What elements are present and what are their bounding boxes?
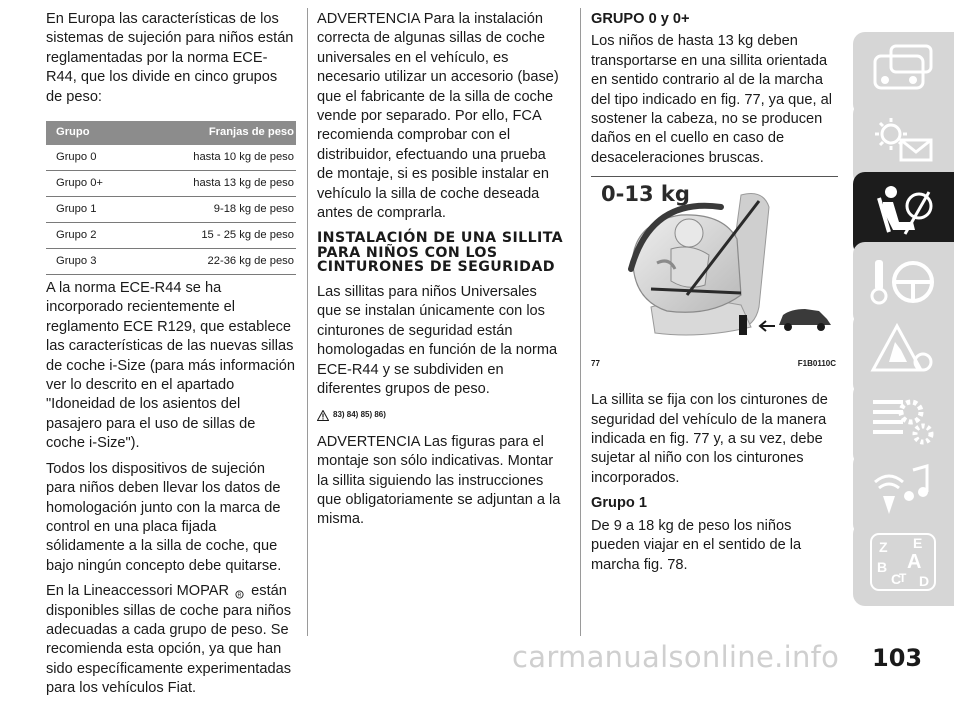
table-row	[46, 223, 296, 249]
table-row	[46, 145, 296, 171]
belt-fixing-paragraph: La sillita se fija con los cinturones de seguridad del vehículo de la manera indicada en fig. 77 y, a su vez, debe sujetar al niño con los cinturones incorporados.	[591, 392, 828, 486]
weight-cell: hasta 13 kg de peso	[130, 171, 296, 197]
registered-mark-icon	[235, 590, 244, 599]
figure-code: F1B0110C	[797, 359, 836, 369]
watermark: carmanualsonline.info	[512, 640, 840, 674]
group-0-heading: GRUPO 0 y 0+	[591, 11, 690, 27]
table-row	[46, 171, 296, 197]
warning-numbers: 83) 84) 85) 86)	[333, 410, 386, 420]
table-header-group: Grupo	[46, 121, 130, 145]
index-letter: E	[913, 535, 923, 551]
group-cell: Grupo 2	[46, 223, 130, 249]
warning-paragraph-base: ADVERTENCIA Para la instalación correcta de algunas sillas de coche universales en el vehículo, es necesario utilizar un accesorio (base) que el fabricante de la silla de coche vende por separado. Por ello, FCA recomienda comprobar con el distribuidor, efectuando una prueba de montaje, si es posible instalar en vehículo la silla de coche deseada antes de comprarla.	[317, 11, 559, 222]
figure-number: 77	[591, 359, 600, 369]
group-1-heading: Grupo 1	[591, 495, 647, 512]
group-1-paragraph: De 9 a 18 kg de peso los niños pueden viajar en el sentido de la marcha fig. 78.	[591, 517, 802, 573]
figure-weight-label: 0-13 kg	[601, 182, 690, 207]
weight-cell: 9-18 kg de peso	[130, 197, 296, 223]
index-letter: D	[919, 573, 930, 589]
index-letter: Z	[879, 539, 888, 555]
homologation-paragraph: Todos los dispositivos de sujeción para niños deben llevar los datos de homologación junto con la marca de control en una placa fijada sólidamente a la silla de coche, que bajo ningún concepto debe quitarse.	[46, 460, 282, 574]
group-cell: Grupo 0	[46, 145, 130, 171]
warning-paragraph-figures: ADVERTENCIA Las figuras para el montaje son sólo indicativas. Montar la sillita siguiendo las instrucciones que obligatoriamente se adjuntan a la misma.	[317, 433, 561, 528]
section-heading: INSTALACIÓN DE UNA SILLITA PARA NIÑOS CON LOS CINTURONES DE SEGURIDAD	[317, 230, 564, 276]
regulation-paragraph: A la norma ECE-R44 se ha incorporado recientemente el reglamento ECE R129, que establece las características de las nuevas sillas de coche i-Size (para más información ver lo descrito en el apartado "Idoneidad de los asientos del pasajero para el uso de sillas de coche i-Size").	[46, 280, 296, 452]
warning-lights-icon	[869, 112, 937, 172]
index-letter: B	[877, 559, 888, 575]
column-2	[317, 10, 565, 536]
universal-seats-paragraph: Las sillitas para niños Universales que se instalan únicamente con los cinturones de seguridad están homologadas en función de la norma ECE-R44 y se subdividen en diferentes grupos de peso.	[317, 283, 558, 397]
tab-index[interactable]	[853, 522, 954, 606]
road-warning-icon	[869, 322, 937, 382]
column-divider	[580, 8, 581, 636]
group-cell: Grupo 3	[46, 249, 130, 275]
weight-cell: 15 - 25 kg de peso	[130, 223, 296, 249]
table-row	[46, 197, 296, 223]
mopar-text-end: están disponibles sillas de coche para niños adecuadas a cada grupo de peso. Se recomienda esta opción, ya que han sido específicamente experimentadas para los vehículos Fiat.	[46, 583, 292, 697]
column-3	[591, 10, 838, 581]
column-divider	[307, 8, 308, 636]
weight-cell: 22-36 kg de peso	[130, 249, 296, 275]
group-cell: Grupo 0+	[46, 171, 130, 197]
alphabetical-index-icon	[869, 532, 937, 592]
index-letter: A	[907, 551, 922, 573]
multimedia-icon	[869, 462, 937, 522]
group-0-paragraph: Los niños de hasta 13 kg deben transportarse en una sillita orientada en sentido contrario al de la marcha del tipo indicado en fig. 77, ya que, al sostener la cabeza, no se producen daños en el cuello en caso de desaceleraciones bruscas.	[591, 33, 832, 166]
mopar-paragraph	[46, 582, 296, 698]
svg-text:R: R	[237, 592, 242, 599]
table-row	[46, 249, 296, 275]
car-dashboard-icon	[869, 42, 937, 102]
maintenance-gears-icon	[869, 392, 937, 452]
table-header-row	[46, 121, 296, 145]
warning-triangle-icon	[317, 410, 329, 421]
figure-77	[591, 176, 838, 377]
weight-groups-table	[46, 121, 296, 275]
column-1	[46, 10, 296, 705]
seat-airbag-icon	[869, 182, 937, 242]
mopar-text-start: En la Lineaccessori MOPAR	[46, 583, 230, 600]
index-letter: C	[891, 571, 902, 587]
intro-paragraph: En Europa las características de los sistemas de sujeción para niños están reglamentadas por la norma ECE-R44, que los divide en cinco grupos de peso:	[46, 11, 294, 105]
weight-cell: hasta 10 kg de peso	[130, 145, 296, 171]
index-letter: T	[899, 571, 907, 585]
key-steering-wheel-icon	[869, 252, 937, 312]
group-cell: Grupo 1	[46, 197, 130, 223]
page-number: 103	[872, 644, 923, 672]
table-header-weight: Franjas de peso	[130, 121, 296, 145]
warning-references	[317, 405, 565, 424]
